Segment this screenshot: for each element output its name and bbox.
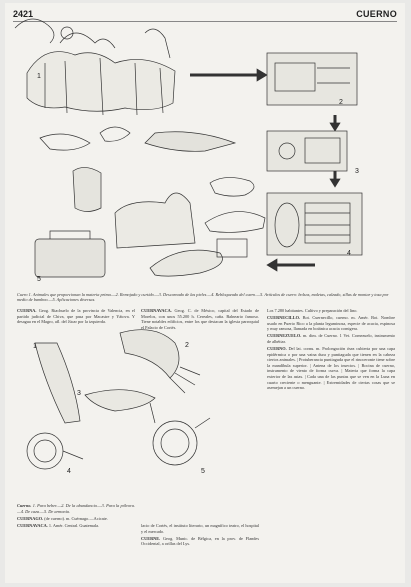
header-word: CUERNO bbox=[356, 9, 397, 19]
figure1-caption: Cuero 1. Animales que proporcionan la materia prima.—2. Remojado y curtido.—3. Descarnado de las pieles.—4. Rebloqueado del cuero.—5. Artículos de cuero: bolsos, maletas, calzado, sillas de montar y tosa por medio de bamboo.—5. Aplicaciones diversas. bbox=[17, 292, 389, 303]
entry-cuerno: CUERNO. Del lat. cornu. m. Prolongación ósea cubierta por una capa epidérmica o por una vaina dura y puntiaguda que tienen en la cabeza ciertos animales. | Protuberancia puntiaguda que el rinoceronte tiene sobre la mandíbula superior. | Antena de los insectos. | Bocina de cuerno, instrumento de viento de forma curva. | Materia que forma la capa exterior de las astas. | Cada una de las puntas que se ven en la Luna en cuarto creciente o menguante. | Extremidades de ciertas cosas que se asemejan a un cuerno. bbox=[267, 346, 396, 391]
right-column bbox=[267, 308, 395, 392]
figure1-label-5: 5 bbox=[37, 276, 41, 283]
page-number: 2421 bbox=[13, 9, 34, 19]
entry-cuernecillo: CUERNECILLO. Bot. Cuernecillo, cuerno. m. Amér. Bot. Nombre usado en Puerto Rico a la planta leguminosa, especie de acacia, espinosa y muy ramosa, llamada en botánica acacia cornigera. bbox=[267, 315, 395, 332]
horn-illustration bbox=[27, 330, 210, 469]
figure2-label-5: 5 bbox=[201, 468, 205, 475]
figure2-label-4: 4 bbox=[67, 468, 71, 475]
left-column bbox=[17, 308, 135, 326]
bottom-left-column bbox=[17, 503, 135, 530]
entry-cuernezuelo: CUERNEZUELO. m. dim. de Cuerno. 1 Vet. Cornezuelo, instrumento de albéitar. bbox=[267, 333, 395, 344]
figure2-label-2: 2 bbox=[185, 342, 189, 349]
dictionary-page bbox=[5, 3, 405, 583]
entry-continued: lacio de Cortés, el instituto literario, un magnífico teatro, el hospital y el mercado. bbox=[141, 523, 259, 534]
entry-cuerna: CUERNA. Geog. Riachuelo de la provincia de Valencia, en el partido judicial de Chiva, que pasa por Macastre y Yátova. Y desagua en el Magro, afl. del Júcar por la izquierda. bbox=[17, 308, 135, 325]
figure1-label-2: 2 bbox=[339, 99, 343, 106]
figure1-label-4: 4 bbox=[347, 250, 351, 257]
figure1-label-3: 3 bbox=[355, 168, 359, 175]
horn-caption: Cuerno. 1. Para beber.—2. De la abundancia.—3. Para la pólvora.—4. De caza.—5. De armonía. bbox=[17, 503, 135, 514]
entry-cuerne: CUERNE. Geog. Munic. de Bélgica, en la prov. de Flandes Occidental, a orillas del Lys. bbox=[141, 535, 259, 547]
entry-cuernago: CUERNAGO. (de cuerno). m. Cuérnago.—Acicate. bbox=[17, 515, 108, 521]
bottom-mid-column bbox=[141, 523, 259, 548]
figure2-label-3: 3 bbox=[77, 390, 81, 397]
entry-intro: Los 7.280 habitantes. Cultivo y preparación del lino. bbox=[267, 308, 358, 313]
figure2-label-1: 1 bbox=[33, 343, 37, 350]
entry-cuernavaca-2: CUERNAVACA. 1. Amér. Central. Guatemala. bbox=[17, 522, 100, 528]
figure1-label-1: 1 bbox=[37, 73, 41, 80]
entry-cuernavaca: CUERNAVACA. Geog. C. de México, capital del Estado de Morelos, con unos 55.200 h. Cereales, caña. Balneario famoso. Tiene notables edificios, entre los que destacan la iglesia parroquial el Palacio de Cortés. bbox=[141, 308, 259, 330]
middle-column bbox=[141, 308, 259, 332]
